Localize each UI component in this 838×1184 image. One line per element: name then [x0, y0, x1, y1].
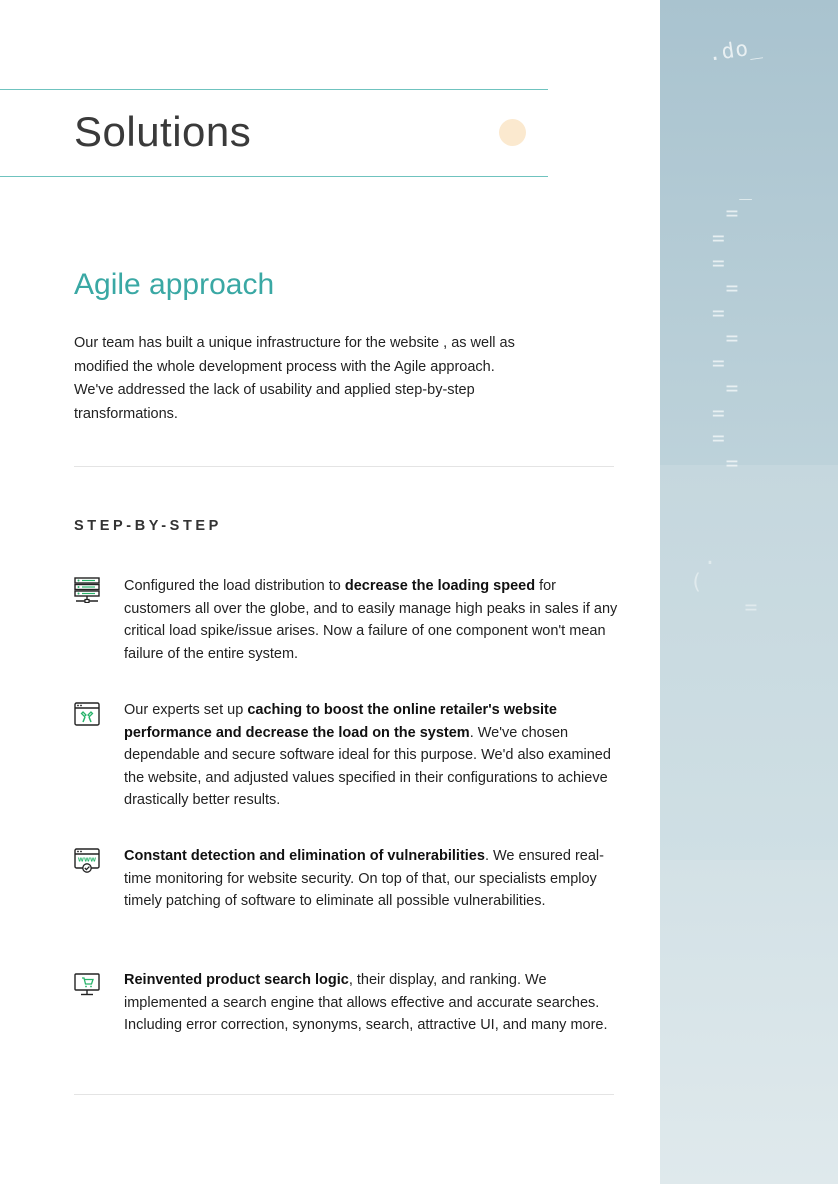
intro-line: modified the whole development process with the Agile approach. [74, 358, 495, 375]
intro-line: Our team has built a unique infrastructure for the website , as well as [74, 335, 515, 351]
step-text-post: . We've chosen dependable and secure software ideal for this purpose. We'd also examined the website, and adjusted values specified in their configurations to achieve drastically better results. [124, 724, 611, 808]
step-text [124, 969, 619, 1037]
step-item [74, 699, 619, 812]
step-text-pre: Configured the load distribution to [124, 578, 345, 594]
header-rule-top [0, 89, 548, 90]
page-title: Solutions [74, 108, 252, 155]
step-item [74, 575, 619, 665]
step-item [74, 969, 619, 1037]
step-text-bold: caching to boost the online retailer's website performance and decrease the load on the system [124, 702, 557, 741]
step-text-bold: decrease the loading speed [344, 578, 536, 594]
steps-label: STEP-BY-STEP [74, 518, 222, 534]
step-text [124, 699, 619, 812]
web-security-icon [74, 847, 100, 873]
browser-tools-icon [74, 701, 100, 727]
code-graphic-lines: _ = = = = = = = = = = = [712, 176, 753, 475]
code-graphic-middle: . ( = [690, 545, 759, 619]
code-background-image [660, 0, 838, 1184]
divider [74, 466, 614, 467]
step-text-bold: Reinvented product search logic [124, 972, 349, 988]
shopping-cart-monitor-icon [74, 971, 100, 997]
intro-line: transformations. [74, 405, 178, 422]
code-band-bottom [660, 860, 838, 1184]
step-text-post: . We ensured real-time monitoring for website security. On top of that, our specialists employ timely patching of software to eliminate all possible vulnerabilities. [124, 848, 604, 909]
step-text-bold: Constant detection and elimination of vulnerabilities [124, 848, 485, 864]
step-item [74, 845, 619, 913]
divider-bottom [74, 1094, 614, 1095]
decorative-dot [499, 119, 526, 146]
step-text-pre: Our experts set up [124, 702, 248, 718]
header-rule-bottom [0, 176, 548, 177]
step-text-post: for customers all over the globe, and to easily manage high peaks in sales if any critical load spike/issue arises. Now a failure of one component won't mean failure of the entire system. [124, 578, 618, 662]
server-icon [74, 577, 100, 603]
step-text [124, 845, 619, 913]
section-title: Agile approach [74, 268, 275, 301]
intro-line: We've addressed the lack of usability and applied step-by-step [74, 382, 475, 398]
code-graphic-top: .do_ [706, 34, 764, 66]
svg-text:WWW: WWW [77, 857, 97, 864]
step-text [124, 575, 619, 665]
intro-paragraph [74, 332, 554, 426]
step-text-post: , their display, and ranking. We implemented a search engine that allows effective and accurate searches. Including error correction, synonyms, search, attractive UI, and many more. [124, 972, 608, 1033]
